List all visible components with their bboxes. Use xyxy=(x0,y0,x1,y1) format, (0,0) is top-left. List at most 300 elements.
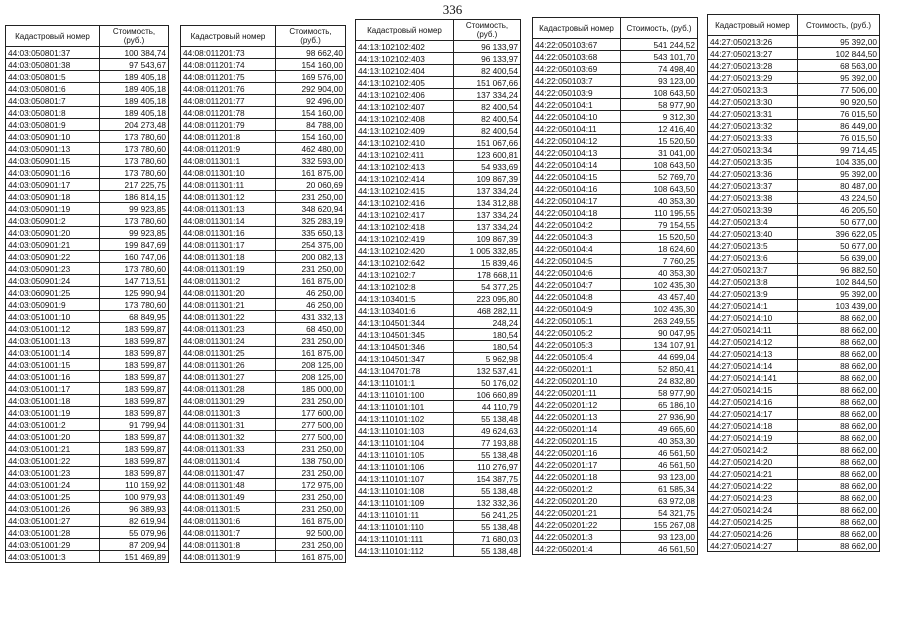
cadastral-number-cell: 44:13:102102:642 xyxy=(356,257,454,269)
table-row xyxy=(533,207,698,219)
table-row xyxy=(181,395,346,407)
table-row xyxy=(708,360,880,372)
cadastral-number-cell: 44:03:050801:8 xyxy=(6,107,100,119)
cadastral-number-cell: 44:22:050104:11 xyxy=(533,123,621,135)
cost-cell: 52 769,70 xyxy=(621,171,698,183)
page-number: 336 xyxy=(442,2,463,17)
table-row xyxy=(6,155,169,167)
table-row xyxy=(181,191,346,203)
cost-cell: 189 405,18 xyxy=(100,71,169,83)
cost-cell: 183 599,87 xyxy=(100,347,169,359)
cadastral-number-cell: 44:13:110101:11 xyxy=(356,509,454,521)
cadastral-number-cell: 44:13:102102:7 xyxy=(356,269,454,281)
cost-cell: 95 392,00 xyxy=(798,168,880,180)
cost-cell: 88 662,00 xyxy=(798,504,880,516)
cadastral-number-cell: 44:27:050214:141 xyxy=(708,372,798,384)
cadastral-number-cell: 44:22:050201:2 xyxy=(533,483,621,495)
cadastral-number-cell: 44:22:050103:7 xyxy=(533,75,621,87)
cadastral-number-cell: 44:27:050213:27 xyxy=(708,48,798,60)
table-row xyxy=(6,371,169,383)
table-row xyxy=(181,551,346,563)
header-cost: Стоимость, (руб.) xyxy=(276,26,346,47)
cost-cell: 132 332,36 xyxy=(454,497,521,509)
cost-cell: 177 600,00 xyxy=(276,407,346,419)
cost-cell: 189 405,18 xyxy=(100,107,169,119)
table-row xyxy=(708,312,880,324)
table-row xyxy=(708,36,880,48)
cadastral-number-cell: 44:03:051001:27 xyxy=(6,515,100,527)
cost-cell: 263 249,55 xyxy=(621,315,698,327)
cadastral-number-cell: 44:13:102102:418 xyxy=(356,221,454,233)
cost-cell: 97 543,67 xyxy=(100,59,169,71)
table-row xyxy=(533,39,698,51)
cost-cell: 110 195,55 xyxy=(621,207,698,219)
cadastral-number-cell: 44:27:050214:10 xyxy=(708,312,798,324)
cost-cell: 102 435,30 xyxy=(621,279,698,291)
cadastral-number-cell: 44:03:050901:15 xyxy=(6,155,100,167)
cost-cell: 335 650,13 xyxy=(276,227,346,239)
cost-cell: 88 662,00 xyxy=(798,384,880,396)
cost-cell: 88 662,00 xyxy=(798,312,880,324)
cadastral-number-cell: 44:22:050104:3 xyxy=(533,231,621,243)
cost-cell: 123 600,81 xyxy=(454,149,521,161)
cadastral-number-cell: 44:08:011201:77 xyxy=(181,95,276,107)
cost-cell: 95 392,00 xyxy=(798,288,880,300)
table-row xyxy=(708,516,880,528)
table-row xyxy=(356,317,521,329)
cost-cell: 54 321,75 xyxy=(621,507,698,519)
cost-cell: 56 241,25 xyxy=(454,509,521,521)
cost-cell: 88 662,00 xyxy=(798,336,880,348)
cost-cell: 217 225,75 xyxy=(100,179,169,191)
table-row xyxy=(708,204,880,216)
table-row xyxy=(6,131,169,143)
cadastral-number-cell: 44:08:011201:9 xyxy=(181,143,276,155)
cadastral-number-cell: 44:27:050213:38 xyxy=(708,192,798,204)
cadastral-number-cell: 44:13:104501:346 xyxy=(356,341,454,353)
table-row xyxy=(181,143,346,155)
cadastral-number-cell: 44:08:011201:79 xyxy=(181,119,276,131)
cadastral-number-cell: 44:27:050213:39 xyxy=(708,204,798,216)
cost-cell: 180,54 xyxy=(454,329,521,341)
table-row xyxy=(181,479,346,491)
cadastral-number-cell: 44:08:011301:12 xyxy=(181,191,276,203)
header-code: Кадастровый номер xyxy=(181,26,276,47)
header-code: Кадастровый номер xyxy=(6,26,100,47)
table-row xyxy=(356,41,521,53)
cost-cell: 154 160,00 xyxy=(276,59,346,71)
table-row xyxy=(6,527,169,539)
cost-cell: 88 662,00 xyxy=(798,492,880,504)
cadastral-number-cell: 44:08:011301:26 xyxy=(181,359,276,371)
cadastral-number-cell: 44:13:110101:110 xyxy=(356,521,454,533)
table-row xyxy=(708,72,880,84)
header-cost: Стоимость, (руб.) xyxy=(798,15,880,36)
table-row xyxy=(356,485,521,497)
table-row xyxy=(708,288,880,300)
table-row xyxy=(356,413,521,425)
cost-cell: 31 041,00 xyxy=(621,147,698,159)
cost-cell: 76 015,50 xyxy=(798,132,880,144)
cadastral-number-cell: 44:08:011301:21 xyxy=(181,299,276,311)
cadastral-number-cell: 44:13:102102:405 xyxy=(356,77,454,89)
cost-cell: 231 250,00 xyxy=(276,491,346,503)
cadastral-number-cell: 44:03:051001:15 xyxy=(6,359,100,371)
table-row xyxy=(533,267,698,279)
table-row xyxy=(533,423,698,435)
table-row xyxy=(6,347,169,359)
table-row xyxy=(708,252,880,264)
cadastral-number-cell: 44:27:050214:22 xyxy=(708,480,798,492)
cadastral-number-cell: 44:08:011301:5 xyxy=(181,503,276,515)
cost-cell: 183 599,87 xyxy=(100,383,169,395)
cost-cell: 110 276,97 xyxy=(454,461,521,473)
table-row xyxy=(533,363,698,375)
cost-cell: 100 979,93 xyxy=(100,491,169,503)
table-row xyxy=(181,371,346,383)
cadastral-number-cell: 44:03:051001:29 xyxy=(6,539,100,551)
table-row xyxy=(533,123,698,135)
cost-cell: 77 506,00 xyxy=(798,84,880,96)
table-row xyxy=(181,239,346,251)
table-row xyxy=(708,540,880,552)
table-row xyxy=(6,551,169,563)
cadastral-number-cell: 44:13:110101:103 xyxy=(356,425,454,437)
table-row xyxy=(181,419,346,431)
cost-cell: 173 780,60 xyxy=(100,143,169,155)
cadastral-number-cell: 44:13:102102:415 xyxy=(356,185,454,197)
cadastral-number-cell: 44:27:050214:1 xyxy=(708,300,798,312)
cadastral-number-cell: 44:27:050213:6 xyxy=(708,252,798,264)
table-row xyxy=(356,65,521,77)
table-row xyxy=(181,491,346,503)
cost-cell: 134 107,91 xyxy=(621,339,698,351)
table-row xyxy=(6,71,169,83)
cost-cell: 46 561,50 xyxy=(621,447,698,459)
table-row xyxy=(533,279,698,291)
cadastral-number-cell: 44:08:011301:3 xyxy=(181,407,276,419)
table-row xyxy=(181,407,346,419)
cost-cell: 68 563,00 xyxy=(798,60,880,72)
cost-cell: 208 125,00 xyxy=(276,359,346,371)
cadastral-number-cell: 44:22:050201:11 xyxy=(533,387,621,399)
cost-cell: 7 760,25 xyxy=(621,255,698,267)
cost-cell: 231 250,00 xyxy=(276,191,346,203)
cost-cell: 137 334,24 xyxy=(454,185,521,197)
cost-cell: 55 138,48 xyxy=(454,413,521,425)
cost-cell: 5 962,98 xyxy=(454,353,521,365)
cadastral-number-cell: 44:03:051001:2 xyxy=(6,419,100,431)
table-row xyxy=(6,311,169,323)
cadastral-number-cell: 44:22:050201:17 xyxy=(533,459,621,471)
cadastral-number-cell: 44:22:050104:17 xyxy=(533,195,621,207)
cost-cell: 154 387,75 xyxy=(454,473,521,485)
cost-cell: 132 537,41 xyxy=(454,365,521,377)
cadastral-number-cell: 44:22:050105:4 xyxy=(533,351,621,363)
cost-cell: 277 500,00 xyxy=(276,419,346,431)
table-row xyxy=(708,348,880,360)
cadastral-number-cell: 44:03:050901:10 xyxy=(6,131,100,143)
cost-cell: 231 250,00 xyxy=(276,539,346,551)
table-row xyxy=(6,407,169,419)
table-row xyxy=(6,335,169,347)
cost-cell: 99 923,85 xyxy=(100,203,169,215)
cadastral-number-cell: 44:27:050214:14 xyxy=(708,360,798,372)
cost-cell: 462 480,00 xyxy=(276,143,346,155)
cost-cell: 161 875,00 xyxy=(276,551,346,563)
cadastral-number-cell: 44:08:011301:28 xyxy=(181,383,276,395)
cost-cell: 46 250,00 xyxy=(276,287,346,299)
table-row xyxy=(708,504,880,516)
cost-cell: 49 624,63 xyxy=(454,425,521,437)
table-row xyxy=(6,491,169,503)
cadastral-number-cell: 44:27:050213:3 xyxy=(708,84,798,96)
cost-cell: 56 639,00 xyxy=(798,252,880,264)
table-row xyxy=(533,195,698,207)
cadastral-number-cell: 44:08:011301:48 xyxy=(181,479,276,491)
table-row xyxy=(356,437,521,449)
cadastral-number-cell: 44:22:050104:10 xyxy=(533,111,621,123)
table-row xyxy=(181,455,346,467)
table-row xyxy=(708,144,880,156)
cost-cell: 277 500,00 xyxy=(276,431,346,443)
table-row xyxy=(181,131,346,143)
cadastral-number-cell: 44:27:050214:20 xyxy=(708,456,798,468)
cost-cell: 61 585,34 xyxy=(621,483,698,495)
table-row xyxy=(708,480,880,492)
table-row xyxy=(708,120,880,132)
cost-cell: 99 714,45 xyxy=(798,144,880,156)
cost-cell: 325 283,19 xyxy=(276,215,346,227)
cost-cell: 92 496,00 xyxy=(276,95,346,107)
cadastral-number-cell: 44:13:110101:1 xyxy=(356,377,454,389)
cost-cell: 332 593,00 xyxy=(276,155,346,167)
table-row xyxy=(6,59,169,71)
table-row xyxy=(533,147,698,159)
cost-cell: 183 599,87 xyxy=(100,323,169,335)
cost-cell: 68 849,95 xyxy=(100,311,169,323)
cost-cell: 58 977,90 xyxy=(621,99,698,111)
cost-cell: 102 844,50 xyxy=(798,276,880,288)
table-row xyxy=(6,215,169,227)
table-row xyxy=(181,383,346,395)
cost-cell: 173 780,60 xyxy=(100,155,169,167)
table-row xyxy=(6,515,169,527)
cadastral-number-cell: 44:13:110101:107 xyxy=(356,473,454,485)
table-row xyxy=(708,396,880,408)
cadastral-number-cell: 44:08:011301:29 xyxy=(181,395,276,407)
cost-cell: 231 250,00 xyxy=(276,395,346,407)
table-row xyxy=(6,419,169,431)
table-row xyxy=(181,263,346,275)
cost-cell: 154 160,00 xyxy=(276,107,346,119)
cadastral-number-cell: 44:22:050103:69 xyxy=(533,63,621,75)
cost-cell: 173 780,60 xyxy=(100,263,169,275)
cadastral-number-cell: 44:13:102102:407 xyxy=(356,101,454,113)
cadastral-number-cell: 44:08:011301:2 xyxy=(181,275,276,287)
cadastral-table-3 xyxy=(355,19,521,557)
cadastral-number-cell: 44:13:102102:410 xyxy=(356,137,454,149)
cost-cell: 106 660,89 xyxy=(454,389,521,401)
table-row xyxy=(356,221,521,233)
table-row xyxy=(533,183,698,195)
cost-cell: 183 599,87 xyxy=(100,407,169,419)
table-row xyxy=(181,311,346,323)
table-row xyxy=(6,179,169,191)
cost-cell: 88 662,00 xyxy=(798,444,880,456)
cadastral-number-cell: 44:08:011301:8 xyxy=(181,539,276,551)
cadastral-number-cell: 44:13:110101:109 xyxy=(356,497,454,509)
cadastral-number-cell: 44:03:051001:19 xyxy=(6,407,100,419)
cadastral-number-cell: 44:27:050213:31 xyxy=(708,108,798,120)
cadastral-number-cell: 44:27:050213:33 xyxy=(708,132,798,144)
cadastral-number-cell: 44:22:050104:18 xyxy=(533,207,621,219)
cost-cell: 189 405,18 xyxy=(100,83,169,95)
cost-cell: 68 450,00 xyxy=(276,323,346,335)
cost-cell: 96 882,50 xyxy=(798,264,880,276)
cost-cell: 183 599,87 xyxy=(100,371,169,383)
cost-cell: 40 353,30 xyxy=(621,195,698,207)
cadastral-number-cell: 44:03:050901:2 xyxy=(6,215,100,227)
cadastral-number-cell: 44:13:104701:78 xyxy=(356,365,454,377)
cost-cell: 88 662,00 xyxy=(798,408,880,420)
cost-cell: 88 662,00 xyxy=(798,480,880,492)
cadastral-number-cell: 44:27:050214:18 xyxy=(708,420,798,432)
table-row xyxy=(6,191,169,203)
table-row xyxy=(708,264,880,276)
cadastral-number-cell: 44:22:050201:21 xyxy=(533,507,621,519)
cost-cell: 43 224,50 xyxy=(798,192,880,204)
cost-cell: 151 469,89 xyxy=(100,551,169,563)
table-row xyxy=(533,495,698,507)
cost-cell: 88 662,00 xyxy=(798,516,880,528)
cost-cell: 183 599,87 xyxy=(100,455,169,467)
cost-cell: 49 665,60 xyxy=(621,423,698,435)
cost-cell: 223 095,80 xyxy=(454,293,521,305)
cadastral-table-4 xyxy=(532,17,698,555)
cadastral-number-cell: 44:27:050214:2 xyxy=(708,444,798,456)
table-row xyxy=(708,96,880,108)
cadastral-number-cell: 44:13:102102:402 xyxy=(356,41,454,53)
cadastral-number-cell: 44:27:050214:24 xyxy=(708,504,798,516)
cadastral-number-cell: 44:08:011301:13 xyxy=(181,203,276,215)
cost-cell: 183 599,87 xyxy=(100,467,169,479)
cost-cell: 204 273,48 xyxy=(100,119,169,131)
cost-cell: 27 936,90 xyxy=(621,411,698,423)
cadastral-number-cell: 44:22:050201:20 xyxy=(533,495,621,507)
cadastral-number-cell: 44:27:050214:16 xyxy=(708,396,798,408)
table-row xyxy=(356,125,521,137)
cost-cell: 88 662,00 xyxy=(798,348,880,360)
cadastral-number-cell: 44:27:050214:23 xyxy=(708,492,798,504)
cadastral-number-cell: 44:03:050901:16 xyxy=(6,167,100,179)
cost-cell: 231 250,00 xyxy=(276,263,346,275)
table-row xyxy=(6,275,169,287)
cadastral-number-cell: 44:03:050901:19 xyxy=(6,203,100,215)
cadastral-number-cell: 44:13:104501:345 xyxy=(356,329,454,341)
table-row xyxy=(6,83,169,95)
cost-cell: 189 405,18 xyxy=(100,95,169,107)
cadastral-number-cell: 44:27:050213:9 xyxy=(708,288,798,300)
cadastral-number-cell: 44:08:011301:18 xyxy=(181,251,276,263)
table-row xyxy=(356,353,521,365)
table-row xyxy=(6,323,169,335)
cost-cell: 46 561,50 xyxy=(621,459,698,471)
cadastral-number-cell: 44:03:051001:26 xyxy=(6,503,100,515)
cost-cell: 82 400,54 xyxy=(454,65,521,77)
cost-cell: 231 250,00 xyxy=(276,443,346,455)
cadastral-table-1 xyxy=(5,25,169,563)
cadastral-number-cell: 44:03:051001:16 xyxy=(6,371,100,383)
cost-cell: 173 780,60 xyxy=(100,215,169,227)
cost-cell: 40 353,30 xyxy=(621,267,698,279)
table-row xyxy=(6,239,169,251)
cost-cell: 348 620,94 xyxy=(276,203,346,215)
table-row xyxy=(533,411,698,423)
cadastral-number-cell: 44:22:050105:1 xyxy=(533,315,621,327)
cost-cell: 90 920,50 xyxy=(798,96,880,108)
table-row xyxy=(708,156,880,168)
cost-cell: 231 250,00 xyxy=(276,467,346,479)
cost-cell: 20 060,69 xyxy=(276,179,346,191)
cadastral-number-cell: 44:08:011301:6 xyxy=(181,515,276,527)
table-row xyxy=(181,251,346,263)
table-row xyxy=(533,63,698,75)
header-cost: Стоимость, (руб.) xyxy=(100,26,169,47)
table-row xyxy=(6,467,169,479)
cadastral-number-cell: 44:13:110101:104 xyxy=(356,437,454,449)
table-row xyxy=(356,401,521,413)
cost-cell: 109 867,39 xyxy=(454,173,521,185)
cadastral-number-cell: 44:08:011301:4 xyxy=(181,455,276,467)
cost-cell: 88 662,00 xyxy=(798,360,880,372)
cost-cell: 248,24 xyxy=(454,317,521,329)
table-row xyxy=(708,300,880,312)
table-row xyxy=(356,101,521,113)
table-row xyxy=(533,231,698,243)
cost-cell: 12 416,40 xyxy=(621,123,698,135)
cost-cell: 91 799,94 xyxy=(100,419,169,431)
table-row xyxy=(181,323,346,335)
table-row xyxy=(356,389,521,401)
cost-cell: 95 392,00 xyxy=(798,36,880,48)
cost-cell: 151 067,66 xyxy=(454,137,521,149)
cadastral-number-cell: 44:27:050213:34 xyxy=(708,144,798,156)
table-row xyxy=(533,111,698,123)
cost-cell: 46 561,50 xyxy=(621,543,698,555)
cadastral-number-cell: 44:22:050201:1 xyxy=(533,363,621,375)
table-row xyxy=(6,95,169,107)
cost-cell: 86 449,00 xyxy=(798,120,880,132)
cadastral-number-cell: 44:13:102102:416 xyxy=(356,197,454,209)
cost-cell: 24 832,80 xyxy=(621,375,698,387)
cost-cell: 44 699,04 xyxy=(621,351,698,363)
cadastral-number-cell: 44:22:050104:13 xyxy=(533,147,621,159)
table-row xyxy=(6,443,169,455)
cadastral-number-cell: 44:08:011301:11 xyxy=(181,179,276,191)
table-row xyxy=(533,51,698,63)
cadastral-number-cell: 44:27:050213:36 xyxy=(708,168,798,180)
cadastral-number-cell: 44:08:011301:33 xyxy=(181,443,276,455)
cadastral-number-cell: 44:13:103401:6 xyxy=(356,305,454,317)
table-row xyxy=(708,84,880,96)
table-row xyxy=(533,255,698,267)
cadastral-number-cell: 44:08:011301:31 xyxy=(181,419,276,431)
cadastral-number-cell: 44:27:050213:8 xyxy=(708,276,798,288)
table-row xyxy=(533,543,698,555)
table-row xyxy=(181,443,346,455)
table-row xyxy=(708,456,880,468)
